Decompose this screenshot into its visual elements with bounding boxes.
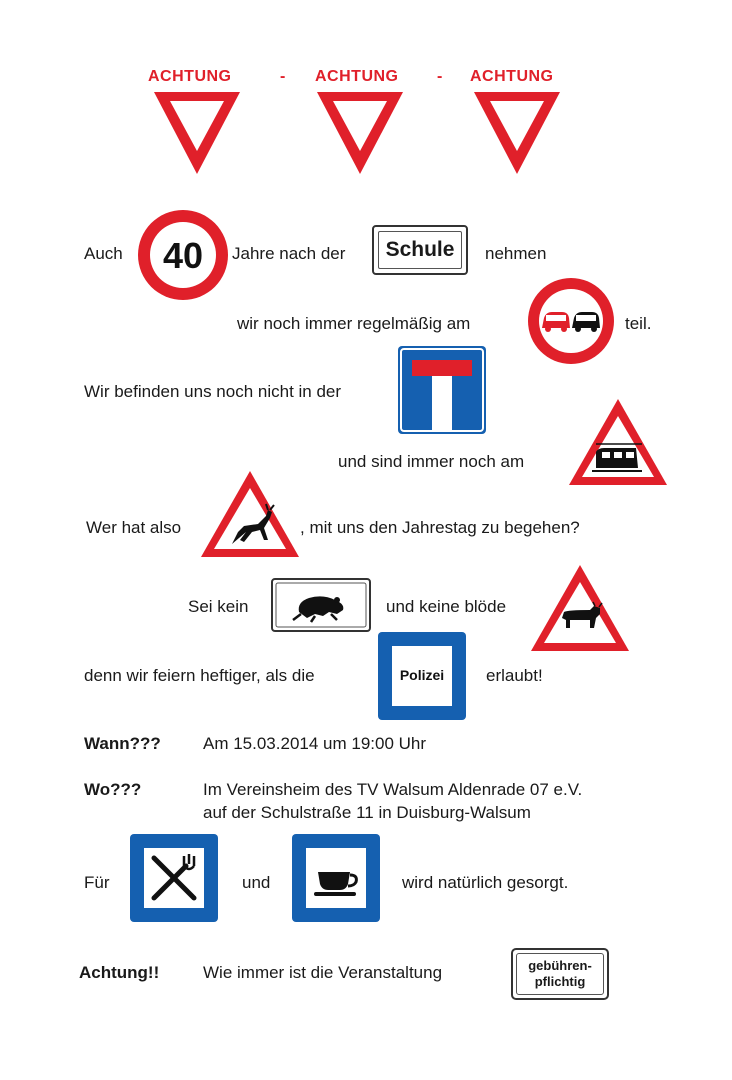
dead-end-sign-icon bbox=[398, 346, 486, 434]
where-value-line-1: Im Vereinsheim des TV Walsum Aldenrade 07 e.V. bbox=[203, 780, 583, 799]
yield-sign-icon bbox=[150, 88, 244, 178]
line-1-suffix: nehmen bbox=[485, 244, 547, 263]
header-word-1: ACHTUNG bbox=[148, 68, 232, 85]
line-7-prefix: denn wir feiern heftiger, als die bbox=[84, 666, 315, 685]
note-text: Wie immer ist die Veranstaltung bbox=[203, 963, 443, 982]
speed-limit-sign-icon bbox=[136, 208, 230, 302]
deer-crossing-sign-icon bbox=[198, 468, 302, 560]
train-crossing-sign-icon bbox=[566, 396, 670, 488]
school-sign bbox=[372, 225, 468, 275]
frog-sign-icon bbox=[271, 578, 371, 632]
no-overtaking-sign-icon bbox=[526, 276, 616, 366]
line-3-text: Wir befinden uns noch nicht in der bbox=[84, 382, 342, 401]
line-2-suffix: teil. bbox=[625, 314, 652, 333]
police-sign bbox=[378, 632, 466, 720]
header-separator-1: - bbox=[280, 68, 286, 85]
fee-sign-line-1: gebühren- bbox=[528, 958, 592, 973]
line-5-suffix: , mit uns den Jahrestag zu begehen? bbox=[300, 518, 580, 537]
cattle-crossing-sign-icon bbox=[528, 562, 632, 654]
restaurant-sign-icon bbox=[130, 834, 218, 922]
where-value-line-2: auf der Schulstraße 11 in Duisburg-Walsum bbox=[203, 803, 531, 822]
line-1-prefix: Auch bbox=[84, 244, 123, 263]
food-middle: und bbox=[242, 873, 271, 892]
line-1-middle: Jahre nach der bbox=[232, 244, 346, 263]
yield-sign-icon bbox=[313, 88, 407, 178]
fee-sign-line-2: pflichtig bbox=[534, 974, 586, 989]
where-label: Wo??? bbox=[84, 780, 142, 799]
line-6-suffix: und keine blöde bbox=[386, 597, 507, 616]
header-word-3: ACHTUNG bbox=[470, 68, 554, 85]
header-separator-2: - bbox=[437, 68, 443, 85]
school-sign-label: Schule bbox=[385, 238, 455, 261]
coffee-sign-icon bbox=[292, 834, 380, 922]
yield-sign-icon bbox=[470, 88, 564, 178]
note-label: Achtung!! bbox=[79, 963, 160, 982]
line-4-text: und sind immer noch am bbox=[338, 452, 525, 471]
when-value: Am 15.03.2014 um 19:00 Uhr bbox=[203, 734, 427, 753]
food-prefix: Für bbox=[84, 873, 110, 892]
line-7-suffix: erlaubt! bbox=[486, 666, 543, 685]
line-6-prefix: Sei kein bbox=[188, 597, 249, 616]
food-suffix: wird natürlich gesorgt. bbox=[402, 873, 569, 892]
fee-sign bbox=[511, 948, 609, 1000]
line-2-prefix: wir noch immer regelmäßig am bbox=[237, 314, 471, 333]
header-word-2: ACHTUNG bbox=[315, 68, 399, 85]
speed-limit-value: 40 bbox=[162, 235, 204, 276]
when-label: Wann??? bbox=[84, 734, 161, 753]
police-sign-label: Polizei bbox=[399, 667, 445, 683]
line-5-prefix: Wer hat also bbox=[86, 518, 182, 537]
